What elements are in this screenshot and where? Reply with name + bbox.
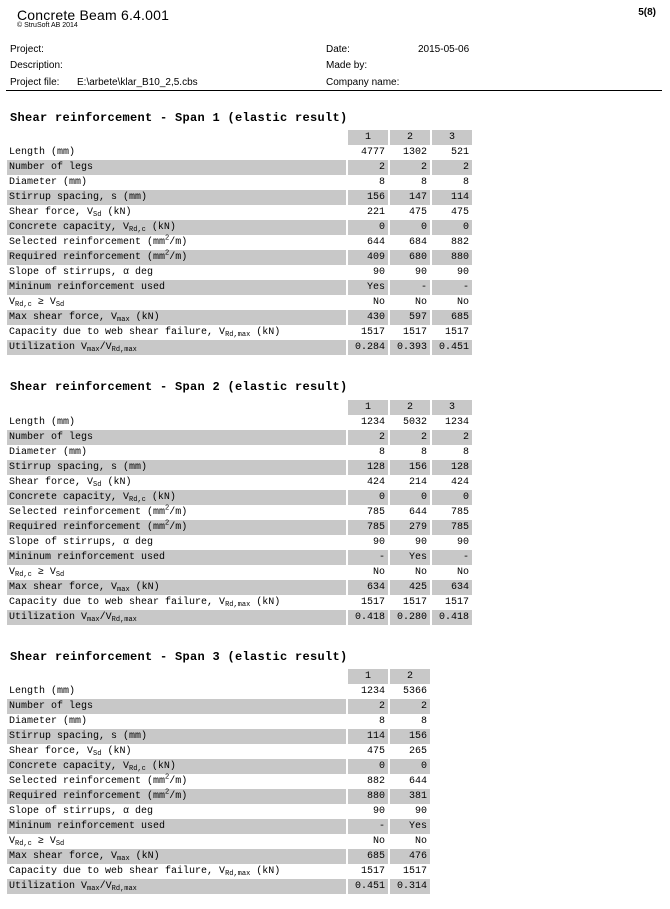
row-label: Length (mm) [7, 415, 346, 430]
value-cell: 785 [432, 520, 472, 535]
row-label: Shear force, $V_{Sd}$ (kN) [7, 744, 346, 759]
table-row [7, 205, 472, 220]
row-label: Required reinforcement $(mm^2/m)$ [7, 520, 346, 535]
value-cell: 634 [432, 580, 472, 595]
column-header: 2 [390, 669, 430, 684]
value-cell: 1517 [348, 595, 388, 610]
header-blank-cell [7, 669, 346, 684]
column-header: 2 [390, 400, 430, 415]
app-title: Concrete Beam 6.4.001 [17, 7, 170, 23]
column-header: 1 [348, 669, 388, 684]
value-cell: 0.280 [390, 610, 430, 625]
table-row [7, 804, 430, 819]
header-blank-cell [7, 400, 346, 415]
value-cell: 680 [390, 250, 430, 265]
date-value: 2015-05-06 [418, 44, 470, 55]
row-label: Max shear force, $V_{max}$ (kN) [7, 580, 346, 595]
table-row [7, 714, 430, 729]
value-cell: - [390, 280, 430, 295]
row-label: Concrete capacity, $V_{Rd,c}$ (kN) [7, 759, 346, 774]
row-label: Capacity due to web shear failure, $V_{Rd,max}$ (kN) [7, 864, 346, 879]
value-cell: 1302 [390, 145, 430, 160]
value-cell: 475 [348, 744, 388, 759]
row-label: Diameter (mm) [7, 445, 346, 460]
table-row [7, 310, 472, 325]
table-row [7, 295, 472, 310]
value-cell: 214 [390, 475, 430, 490]
row-label: $V_{Rd,c} \ge V_{Sd}$ [7, 834, 346, 849]
table-row [7, 235, 472, 250]
value-cell: 430 [348, 310, 388, 325]
column-header: 1 [348, 130, 388, 145]
value-cell: 90 [432, 265, 472, 280]
row-label: Capacity due to web shear failure, $V_{Rd,max}$ (kN) [7, 595, 346, 610]
value-cell: 785 [348, 520, 388, 535]
company-name-label: Company name: [326, 77, 400, 88]
value-cell: 0 [348, 490, 388, 505]
table-row [7, 744, 430, 759]
value-cell: 0 [348, 220, 388, 235]
row-label: Utilization $V_{max}/V_{Rd,max}$ [7, 879, 346, 894]
value-cell: 424 [348, 475, 388, 490]
row-label: Mininum reinforcement used [7, 550, 346, 565]
table-row [7, 475, 472, 490]
row-label: Stirrup spacing, s (mm) [7, 460, 346, 475]
table-row [7, 160, 472, 175]
table-row [7, 460, 472, 475]
value-cell: Yes [348, 280, 388, 295]
table-row [7, 415, 472, 430]
value-cell: 90 [348, 535, 388, 550]
row-label: Shear force, $V_{Sd}$ (kN) [7, 475, 346, 490]
value-cell: 424 [432, 475, 472, 490]
value-cell: 685 [348, 849, 388, 864]
value-cell: No [348, 834, 388, 849]
value-cell: 114 [432, 190, 472, 205]
table-row [7, 729, 430, 744]
table-row [7, 280, 472, 295]
shear-table-span-2 [5, 400, 474, 625]
value-cell: 2 [432, 430, 472, 445]
value-cell: 0.393 [390, 340, 430, 355]
value-cell: 476 [390, 849, 430, 864]
value-cell: 1234 [432, 415, 472, 430]
value-cell: 0.314 [390, 879, 430, 894]
row-label: Required reinforcement $(mm^2/m)$ [7, 250, 346, 265]
row-label: Diameter (mm) [7, 714, 346, 729]
value-cell: 409 [348, 250, 388, 265]
table-row [7, 834, 430, 849]
shear-table-span-1 [5, 130, 474, 355]
value-cell: 684 [390, 235, 430, 250]
value-cell: 2 [432, 160, 472, 175]
value-cell: 90 [348, 804, 388, 819]
table-row [7, 684, 430, 699]
value-cell: Yes [390, 550, 430, 565]
row-label: Required reinforcement $(mm^2/m)$ [7, 789, 346, 804]
value-cell: 8 [348, 714, 388, 729]
section-title-span-2: Shear reinforcement - Span 2 (elastic result) [10, 380, 348, 394]
table-row [7, 550, 472, 565]
value-cell: 0 [348, 759, 388, 774]
column-header: 3 [432, 400, 472, 415]
column-header: 3 [432, 130, 472, 145]
table-header-row [7, 400, 472, 415]
value-cell: 1234 [348, 684, 388, 699]
value-cell: 475 [432, 205, 472, 220]
page-number: 5(8) [638, 7, 656, 18]
value-cell: No [390, 295, 430, 310]
description-label: Description: [10, 60, 63, 71]
row-label: Stirrup spacing, s (mm) [7, 190, 346, 205]
table-row [7, 879, 430, 894]
value-cell: 785 [432, 505, 472, 520]
row-label: Length (mm) [7, 145, 346, 160]
table-row [7, 265, 472, 280]
row-label: Stirrup spacing, s (mm) [7, 729, 346, 744]
value-cell: 221 [348, 205, 388, 220]
row-label: Utilization $V_{max}/V_{Rd,max}$ [7, 610, 346, 625]
value-cell: 4777 [348, 145, 388, 160]
value-cell: 2 [390, 430, 430, 445]
row-label: Concrete capacity, $V_{Rd,c}$ (kN) [7, 220, 346, 235]
value-cell: 5366 [390, 684, 430, 699]
value-cell: 475 [390, 205, 430, 220]
value-cell: 2 [390, 699, 430, 714]
value-cell: 265 [390, 744, 430, 759]
value-cell: 425 [390, 580, 430, 595]
table-row [7, 520, 472, 535]
value-cell: 0.284 [348, 340, 388, 355]
value-cell: 90 [432, 535, 472, 550]
value-cell: 0.418 [348, 610, 388, 625]
row-label: Selected reinforcement $(mm^2/m)$ [7, 505, 346, 520]
value-cell: No [432, 295, 472, 310]
value-cell: 90 [390, 265, 430, 280]
table-row [7, 849, 430, 864]
table-row [7, 220, 472, 235]
table-header-row [7, 130, 472, 145]
value-cell: 0 [432, 490, 472, 505]
value-cell: 644 [348, 235, 388, 250]
row-label: $V_{Rd,c} \ge V_{Sd}$ [7, 295, 346, 310]
value-cell: 1517 [390, 325, 430, 340]
value-cell: 8 [432, 445, 472, 460]
value-cell: 644 [390, 505, 430, 520]
value-cell: 2 [348, 699, 388, 714]
value-cell: 644 [390, 774, 430, 789]
row-label: Slope of stirrups, α deg [7, 804, 346, 819]
value-cell: 114 [348, 729, 388, 744]
table-row [7, 190, 472, 205]
value-cell: 1517 [348, 325, 388, 340]
row-label: Diameter (mm) [7, 175, 346, 190]
value-cell: 1517 [390, 864, 430, 879]
value-cell: 0.451 [348, 879, 388, 894]
value-cell: 880 [432, 250, 472, 265]
value-cell: 0.451 [432, 340, 472, 355]
row-label: Number of legs [7, 160, 346, 175]
table-row [7, 595, 472, 610]
row-label: Concrete capacity, $V_{Rd,c}$ (kN) [7, 490, 346, 505]
made-by-label: Made by: [326, 60, 368, 71]
header-blank-cell [7, 130, 346, 145]
row-label: Mininum reinforcement used [7, 819, 346, 834]
value-cell: 0 [390, 759, 430, 774]
table-row [7, 819, 430, 834]
value-cell: 156 [390, 729, 430, 744]
value-cell: 882 [432, 235, 472, 250]
row-label: Shear force, $V_{Sd}$ (kN) [7, 205, 346, 220]
value-cell: - [348, 550, 388, 565]
value-cell: 685 [432, 310, 472, 325]
row-label: Selected reinforcement $(mm^2/m)$ [7, 235, 346, 250]
value-cell: 1517 [432, 325, 472, 340]
value-cell: 8 [390, 175, 430, 190]
value-cell: 156 [390, 460, 430, 475]
value-cell: - [432, 550, 472, 565]
row-label: Max shear force, $V_{max}$ (kN) [7, 849, 346, 864]
row-label: Utilization $V_{max}/V_{Rd,max}$ [7, 340, 346, 355]
value-cell: 1517 [348, 864, 388, 879]
value-cell: 1234 [348, 415, 388, 430]
section-title-span-1: Shear reinforcement - Span 1 (elastic result) [10, 111, 348, 125]
column-header: 1 [348, 400, 388, 415]
value-cell: 8 [432, 175, 472, 190]
column-header: 2 [390, 130, 430, 145]
shear-table-span-3 [5, 669, 432, 894]
value-cell: 8 [390, 445, 430, 460]
value-cell: 2 [390, 160, 430, 175]
value-cell: 1517 [432, 595, 472, 610]
row-label: Max shear force, $V_{max}$ (kN) [7, 310, 346, 325]
row-label: Slope of stirrups, α deg [7, 535, 346, 550]
value-cell: 8 [348, 445, 388, 460]
value-cell: Yes [390, 819, 430, 834]
table-row [7, 445, 472, 460]
date-label: Date: [326, 44, 350, 55]
row-label: Length (mm) [7, 684, 346, 699]
table-row [7, 430, 472, 445]
value-cell: No [348, 565, 388, 580]
table-row [7, 175, 472, 190]
value-cell: 597 [390, 310, 430, 325]
project-file-value: E:\arbete\klar_B10_2,5.cbs [77, 77, 198, 88]
project-label: Project: [10, 44, 44, 55]
table-row [7, 340, 472, 355]
value-cell: 156 [348, 190, 388, 205]
table-row [7, 505, 472, 520]
copyright-notice: © StruSoft AB 2014 [17, 22, 78, 29]
table-row [7, 325, 472, 340]
value-cell: 5032 [390, 415, 430, 430]
value-cell: 8 [390, 714, 430, 729]
value-cell: 128 [432, 460, 472, 475]
value-cell: 2 [348, 160, 388, 175]
value-cell: No [390, 834, 430, 849]
table-row [7, 789, 430, 804]
project-file-label: Project file: [10, 77, 60, 88]
section-title-span-3: Shear reinforcement - Span 3 (elastic result) [10, 650, 348, 664]
value-cell: 0 [390, 220, 430, 235]
value-cell: 279 [390, 520, 430, 535]
value-cell: 128 [348, 460, 388, 475]
value-cell: No [390, 565, 430, 580]
value-cell: 521 [432, 145, 472, 160]
row-label: Capacity due to web shear failure, $V_{Rd,max}$ (kN) [7, 325, 346, 340]
value-cell: 882 [348, 774, 388, 789]
value-cell: No [348, 295, 388, 310]
table-row [7, 759, 430, 774]
value-cell: 880 [348, 789, 388, 804]
value-cell: 0 [390, 490, 430, 505]
table-row [7, 250, 472, 265]
value-cell: 0 [432, 220, 472, 235]
value-cell: 0.418 [432, 610, 472, 625]
value-cell: 90 [390, 535, 430, 550]
value-cell: 147 [390, 190, 430, 205]
row-label: Slope of stirrups, α deg [7, 265, 346, 280]
value-cell: 90 [348, 265, 388, 280]
table-row [7, 699, 430, 714]
row-label: Mininum reinforcement used [7, 280, 346, 295]
row-label: Number of legs [7, 699, 346, 714]
value-cell: - [432, 280, 472, 295]
header-divider [6, 90, 662, 91]
value-cell: 90 [390, 804, 430, 819]
table-header-row [7, 669, 430, 684]
row-label: $V_{Rd,c} \ge V_{Sd}$ [7, 565, 346, 580]
table-row [7, 610, 472, 625]
value-cell: 2 [348, 430, 388, 445]
table-row [7, 565, 472, 580]
table-row [7, 864, 430, 879]
table-row [7, 774, 430, 789]
table-row [7, 580, 472, 595]
row-label: Selected reinforcement $(mm^2/m)$ [7, 774, 346, 789]
value-cell: No [432, 565, 472, 580]
value-cell: 785 [348, 505, 388, 520]
table-row [7, 490, 472, 505]
value-cell: 8 [348, 175, 388, 190]
value-cell: 381 [390, 789, 430, 804]
row-label: Number of legs [7, 430, 346, 445]
table-row [7, 145, 472, 160]
table-row [7, 535, 472, 550]
value-cell: 634 [348, 580, 388, 595]
value-cell: 1517 [390, 595, 430, 610]
value-cell: - [348, 819, 388, 834]
